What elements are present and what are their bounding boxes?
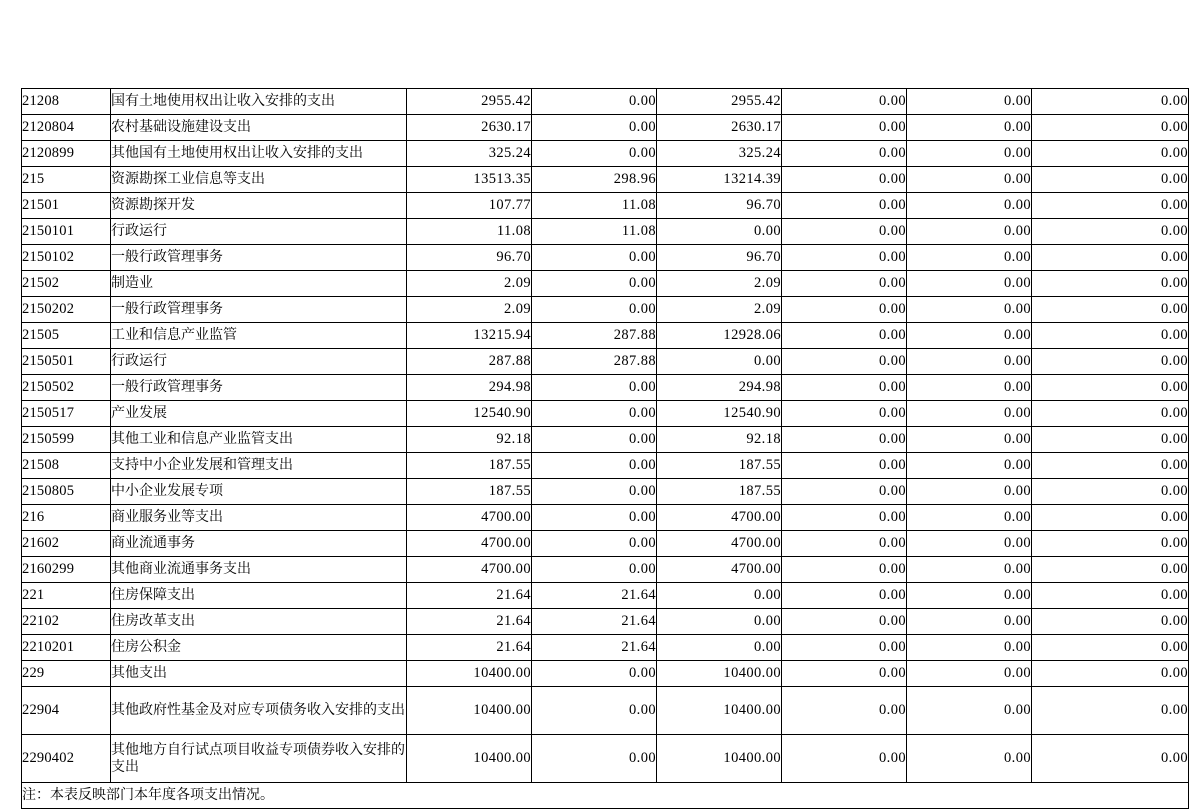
- table-row: [22, 375, 1189, 401]
- cell-amount-6: 0.00: [1032, 687, 1189, 735]
- cell-amount-4: 0.00: [782, 271, 907, 297]
- table-row: [22, 323, 1189, 349]
- table-row: [22, 115, 1189, 141]
- cell-amount-4: 0.00: [782, 297, 907, 323]
- cell-item-name: 支持中小企业发展和管理支出: [111, 453, 407, 479]
- table-row: [22, 427, 1189, 453]
- table-row: [22, 141, 1189, 167]
- cell-amount-5: 0.00: [907, 167, 1032, 193]
- cell-amount-6: 0.00: [1032, 167, 1189, 193]
- cell-item-name: 住房保障支出: [111, 583, 407, 609]
- cell-amount-6: 0.00: [1032, 661, 1189, 687]
- cell-code: 216: [22, 505, 111, 531]
- cell-amount-5: 0.00: [907, 219, 1032, 245]
- cell-amount-5: 0.00: [907, 427, 1032, 453]
- cell-amount-2: 11.08: [532, 219, 657, 245]
- cell-amount-1: 96.70: [407, 245, 532, 271]
- table-row: [22, 505, 1189, 531]
- cell-amount-5: 0.00: [907, 89, 1032, 115]
- table-row: [22, 735, 1189, 783]
- cell-item-name: 其他国有土地使用权出让收入安排的支出: [111, 141, 407, 167]
- cell-amount-6: 0.00: [1032, 297, 1189, 323]
- cell-amount-1: 4700.00: [407, 557, 532, 583]
- cell-amount-5: 0.00: [907, 735, 1032, 783]
- cell-amount-6: 0.00: [1032, 89, 1189, 115]
- cell-amount-2: 0.00: [532, 505, 657, 531]
- cell-amount-2: 0.00: [532, 479, 657, 505]
- cell-amount-1: 294.98: [407, 375, 532, 401]
- cell-code: 221: [22, 583, 111, 609]
- cell-amount-3: 2955.42: [657, 89, 782, 115]
- cell-code: 2150502: [22, 375, 111, 401]
- cell-amount-5: 0.00: [907, 609, 1032, 635]
- cell-item-name: 商业服务业等支出: [111, 505, 407, 531]
- cell-amount-1: 13513.35: [407, 167, 532, 193]
- table-row: [22, 557, 1189, 583]
- cell-amount-1: 13215.94: [407, 323, 532, 349]
- cell-amount-6: 0.00: [1032, 479, 1189, 505]
- cell-amount-3: 187.55: [657, 453, 782, 479]
- cell-amount-6: 0.00: [1032, 401, 1189, 427]
- cell-amount-2: 0.00: [532, 297, 657, 323]
- cell-amount-6: 0.00: [1032, 735, 1189, 783]
- cell-amount-4: 0.00: [782, 141, 907, 167]
- cell-amount-5: 0.00: [907, 375, 1032, 401]
- cell-code: 2150805: [22, 479, 111, 505]
- cell-item-name: 其他政府性基金及对应专项债务收入安排的支出: [111, 687, 407, 735]
- table-row: [22, 531, 1189, 557]
- cell-item-name: 其他工业和信息产业监管支出: [111, 427, 407, 453]
- cell-amount-6: 0.00: [1032, 245, 1189, 271]
- cell-amount-6: 0.00: [1032, 349, 1189, 375]
- cell-amount-5: 0.00: [907, 479, 1032, 505]
- cell-amount-2: 11.08: [532, 193, 657, 219]
- cell-amount-3: 2630.17: [657, 115, 782, 141]
- cell-amount-2: 0.00: [532, 557, 657, 583]
- cell-amount-6: 0.00: [1032, 115, 1189, 141]
- cell-amount-4: 0.00: [782, 323, 907, 349]
- cell-item-name: 资源勘探开发: [111, 193, 407, 219]
- cell-item-name: 一般行政管理事务: [111, 297, 407, 323]
- cell-code: 2150501: [22, 349, 111, 375]
- cell-code: 2150517: [22, 401, 111, 427]
- cell-amount-1: 2630.17: [407, 115, 532, 141]
- cell-amount-2: 0.00: [532, 427, 657, 453]
- cell-code: 2120899: [22, 141, 111, 167]
- cell-amount-3: 96.70: [657, 245, 782, 271]
- cell-amount-3: 0.00: [657, 349, 782, 375]
- cell-amount-1: 10400.00: [407, 687, 532, 735]
- cell-code: 21505: [22, 323, 111, 349]
- cell-amount-3: 92.18: [657, 427, 782, 453]
- cell-item-name: 中小企业发展专项: [111, 479, 407, 505]
- cell-amount-1: 10400.00: [407, 661, 532, 687]
- cell-code: 21208: [22, 89, 111, 115]
- cell-amount-2: 0.00: [532, 687, 657, 735]
- cell-amount-4: 0.00: [782, 115, 907, 141]
- cell-item-name: 工业和信息产业监管: [111, 323, 407, 349]
- cell-amount-5: 0.00: [907, 349, 1032, 375]
- cell-amount-4: 0.00: [782, 557, 907, 583]
- table-row: [22, 271, 1189, 297]
- cell-amount-4: 0.00: [782, 687, 907, 735]
- cell-amount-1: 11.08: [407, 219, 532, 245]
- table-note-row: [22, 783, 1189, 809]
- cell-amount-5: 0.00: [907, 141, 1032, 167]
- cell-item-name: 商业流通事务: [111, 531, 407, 557]
- cell-amount-6: 0.00: [1032, 505, 1189, 531]
- cell-amount-6: 0.00: [1032, 271, 1189, 297]
- table-row: [22, 219, 1189, 245]
- table-body: [22, 89, 1189, 809]
- cell-item-name: 制造业: [111, 271, 407, 297]
- cell-amount-2: 0.00: [532, 245, 657, 271]
- cell-amount-1: 4700.00: [407, 531, 532, 557]
- cell-amount-3: 96.70: [657, 193, 782, 219]
- cell-amount-5: 0.00: [907, 245, 1032, 271]
- cell-amount-4: 0.00: [782, 453, 907, 479]
- cell-amount-3: 0.00: [657, 609, 782, 635]
- table-row: [22, 479, 1189, 505]
- cell-amount-3: 10400.00: [657, 735, 782, 783]
- table-row: [22, 349, 1189, 375]
- cell-code: 2150599: [22, 427, 111, 453]
- cell-amount-2: 0.00: [532, 141, 657, 167]
- cell-amount-1: 21.64: [407, 583, 532, 609]
- cell-amount-5: 0.00: [907, 557, 1032, 583]
- cell-amount-5: 0.00: [907, 505, 1032, 531]
- cell-item-name: 住房公积金: [111, 635, 407, 661]
- cell-amount-4: 0.00: [782, 245, 907, 271]
- cell-amount-3: 10400.00: [657, 661, 782, 687]
- cell-amount-6: 0.00: [1032, 557, 1189, 583]
- table-row: [22, 89, 1189, 115]
- cell-code: 2160299: [22, 557, 111, 583]
- cell-amount-4: 0.00: [782, 531, 907, 557]
- cell-amount-2: 0.00: [532, 531, 657, 557]
- cell-amount-3: 4700.00: [657, 531, 782, 557]
- table-note: 注：本表反映部门本年度各项支出情况。: [22, 783, 1189, 809]
- cell-item-name: 住房改革支出: [111, 609, 407, 635]
- cell-amount-4: 0.00: [782, 375, 907, 401]
- cell-code: 215: [22, 167, 111, 193]
- cell-item-name: 一般行政管理事务: [111, 245, 407, 271]
- table-row: [22, 635, 1189, 661]
- cell-amount-1: 4700.00: [407, 505, 532, 531]
- cell-amount-1: 2955.42: [407, 89, 532, 115]
- table-row: [22, 687, 1189, 735]
- cell-amount-4: 0.00: [782, 609, 907, 635]
- cell-amount-5: 0.00: [907, 271, 1032, 297]
- cell-amount-6: 0.00: [1032, 323, 1189, 349]
- cell-code: 21508: [22, 453, 111, 479]
- table-row: [22, 583, 1189, 609]
- cell-amount-5: 0.00: [907, 661, 1032, 687]
- cell-amount-5: 0.00: [907, 453, 1032, 479]
- cell-amount-2: 0.00: [532, 735, 657, 783]
- cell-amount-2: 21.64: [532, 609, 657, 635]
- cell-amount-3: 4700.00: [657, 505, 782, 531]
- cell-amount-1: 2.09: [407, 297, 532, 323]
- cell-amount-3: 325.24: [657, 141, 782, 167]
- cell-amount-5: 0.00: [907, 297, 1032, 323]
- cell-item-name: 产业发展: [111, 401, 407, 427]
- cell-amount-2: 298.96: [532, 167, 657, 193]
- cell-amount-6: 0.00: [1032, 583, 1189, 609]
- cell-item-name: 其他支出: [111, 661, 407, 687]
- cell-amount-3: 187.55: [657, 479, 782, 505]
- cell-amount-4: 0.00: [782, 427, 907, 453]
- cell-amount-5: 0.00: [907, 115, 1032, 141]
- cell-amount-1: 187.55: [407, 479, 532, 505]
- cell-code: 2150101: [22, 219, 111, 245]
- cell-amount-3: 13214.39: [657, 167, 782, 193]
- cell-amount-1: 21.64: [407, 609, 532, 635]
- cell-amount-4: 0.00: [782, 349, 907, 375]
- cell-code: 21602: [22, 531, 111, 557]
- cell-item-name: 其他商业流通事务支出: [111, 557, 407, 583]
- cell-item-name: 行政运行: [111, 349, 407, 375]
- cell-amount-6: 0.00: [1032, 453, 1189, 479]
- cell-code: 2150202: [22, 297, 111, 323]
- cell-amount-2: 0.00: [532, 89, 657, 115]
- table-row: [22, 401, 1189, 427]
- cell-amount-6: 0.00: [1032, 427, 1189, 453]
- cell-item-name: 行政运行: [111, 219, 407, 245]
- cell-amount-1: 12540.90: [407, 401, 532, 427]
- cell-amount-4: 0.00: [782, 735, 907, 783]
- budget-table-container: [21, 88, 1188, 809]
- table-row: [22, 661, 1189, 687]
- table-row: [22, 609, 1189, 635]
- cell-amount-2: 0.00: [532, 401, 657, 427]
- cell-amount-4: 0.00: [782, 167, 907, 193]
- cell-amount-2: 0.00: [532, 661, 657, 687]
- cell-code: 2210201: [22, 635, 111, 661]
- cell-item-name: 农村基础设施建设支出: [111, 115, 407, 141]
- cell-amount-4: 0.00: [782, 583, 907, 609]
- cell-code: 22904: [22, 687, 111, 735]
- cell-amount-1: 187.55: [407, 453, 532, 479]
- cell-amount-2: 0.00: [532, 375, 657, 401]
- cell-amount-3: 294.98: [657, 375, 782, 401]
- cell-amount-3: 12540.90: [657, 401, 782, 427]
- cell-amount-3: 2.09: [657, 297, 782, 323]
- cell-amount-6: 0.00: [1032, 531, 1189, 557]
- cell-item-name: 一般行政管理事务: [111, 375, 407, 401]
- table-row: [22, 297, 1189, 323]
- cell-amount-2: 21.64: [532, 635, 657, 661]
- cell-amount-1: 325.24: [407, 141, 532, 167]
- cell-amount-4: 0.00: [782, 635, 907, 661]
- table-row: [22, 167, 1189, 193]
- budget-expenditure-table: [21, 88, 1189, 809]
- table-row: [22, 193, 1189, 219]
- cell-amount-6: 0.00: [1032, 375, 1189, 401]
- cell-amount-3: 0.00: [657, 635, 782, 661]
- cell-amount-1: 287.88: [407, 349, 532, 375]
- cell-amount-3: 12928.06: [657, 323, 782, 349]
- cell-amount-3: 4700.00: [657, 557, 782, 583]
- cell-amount-1: 10400.00: [407, 735, 532, 783]
- cell-amount-1: 2.09: [407, 271, 532, 297]
- cell-amount-6: 0.00: [1032, 609, 1189, 635]
- cell-amount-2: 287.88: [532, 323, 657, 349]
- cell-amount-1: 107.77: [407, 193, 532, 219]
- cell-code: 2290402: [22, 735, 111, 783]
- cell-amount-2: 287.88: [532, 349, 657, 375]
- cell-amount-1: 21.64: [407, 635, 532, 661]
- cell-amount-3: 10400.00: [657, 687, 782, 735]
- cell-amount-5: 0.00: [907, 635, 1032, 661]
- cell-amount-6: 0.00: [1032, 141, 1189, 167]
- cell-code: 2120804: [22, 115, 111, 141]
- cell-amount-3: 0.00: [657, 583, 782, 609]
- table-row: [22, 245, 1189, 271]
- cell-code: 2150102: [22, 245, 111, 271]
- cell-amount-5: 0.00: [907, 583, 1032, 609]
- cell-amount-4: 0.00: [782, 479, 907, 505]
- cell-amount-5: 0.00: [907, 687, 1032, 735]
- cell-amount-4: 0.00: [782, 661, 907, 687]
- cell-amount-4: 0.00: [782, 505, 907, 531]
- cell-amount-3: 0.00: [657, 219, 782, 245]
- cell-amount-2: 0.00: [532, 271, 657, 297]
- cell-amount-5: 0.00: [907, 401, 1032, 427]
- cell-amount-1: 92.18: [407, 427, 532, 453]
- cell-amount-4: 0.00: [782, 219, 907, 245]
- cell-amount-2: 0.00: [532, 115, 657, 141]
- cell-amount-4: 0.00: [782, 89, 907, 115]
- cell-amount-6: 0.00: [1032, 635, 1189, 661]
- cell-amount-4: 0.00: [782, 193, 907, 219]
- cell-amount-2: 0.00: [532, 453, 657, 479]
- cell-code: 21501: [22, 193, 111, 219]
- cell-amount-3: 2.09: [657, 271, 782, 297]
- cell-item-name: 资源勘探工业信息等支出: [111, 167, 407, 193]
- cell-amount-5: 0.00: [907, 323, 1032, 349]
- cell-amount-6: 0.00: [1032, 219, 1189, 245]
- cell-amount-6: 0.00: [1032, 193, 1189, 219]
- cell-amount-5: 0.00: [907, 193, 1032, 219]
- cell-code: 229: [22, 661, 111, 687]
- cell-code: 21502: [22, 271, 111, 297]
- table-row: [22, 453, 1189, 479]
- cell-amount-5: 0.00: [907, 531, 1032, 557]
- cell-code: 22102: [22, 609, 111, 635]
- cell-item-name: 国有土地使用权出让收入安排的支出: [111, 89, 407, 115]
- cell-item-name: 其他地方自行试点项目收益专项债券收入安排的支出: [111, 735, 407, 783]
- cell-amount-4: 0.00: [782, 401, 907, 427]
- cell-amount-2: 21.64: [532, 583, 657, 609]
